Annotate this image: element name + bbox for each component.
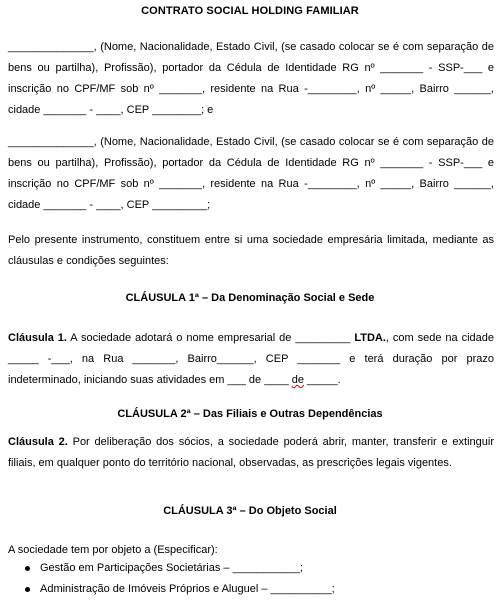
partner-2-paragraph: ______________, (Nome, Nacionalidade, Estado Civil, (se casado colocar se é com separação de bens ou partilha), Profissão), portador da Cédula de Identidade RG nº _______ - SSP-___ e inscrição no CPF/MF sob nº _______, residente na Rua -________, nº _____, Bairro ______, cidade _______ - ____, CEP _________;: [8, 136, 494, 211]
clause-1-label: Cláusula 1.: [8, 332, 67, 344]
clause-1-text-a: A sociedade adotará o nome empresarial de _________: [66, 332, 355, 344]
clause-1-ltda: LTDA.: [354, 332, 386, 344]
clause-2-label: Cláusula 2.: [8, 436, 68, 448]
object-list: [8, 558, 494, 600]
clause-2-heading: CLÁUSULA 2ª – Das Filiais e Outras Dependências: [117, 408, 383, 420]
clause-2-paragraph: [8, 432, 494, 474]
list-item: [8, 558, 494, 579]
clause-2-text: Por deliberação dos sócios, a sociedade poderá abrir, manter, transferir e extinguir filiais, em qualquer ponto do território nacional, observadas, as prescrições legais vigentes.: [8, 436, 494, 469]
list-item-text: Gestão em Participações Societárias – ___________;: [40, 562, 303, 574]
clause-3-heading: CLÁUSULA 3ª – Do Objeto Social: [163, 505, 337, 517]
object-intro: A sociedade tem por objeto a (Especificar):: [8, 544, 218, 556]
clause-1-text-c: _____.: [304, 374, 341, 386]
clause-1-paragraph: [8, 328, 494, 391]
document-title: CONTRATO SOCIAL HOLDING FAMILIAR: [141, 5, 359, 17]
bullet-icon: [25, 566, 30, 571]
clause-1-heading: CLÁUSULA 1ª – Da Denominação Social e Sede: [125, 292, 375, 304]
clause-1-text-b: , com sede na cidade _____ -___, na Rua _______, Bairro______, CEP _______ e terá duração por prazo indeterminado, iniciando suas atividades em ___ de ____: [8, 332, 494, 386]
list-item: [8, 579, 494, 600]
list-item-text: Administração de Imóveis Próprios e Aluguel – __________;: [40, 583, 335, 595]
intro-paragraph: Pelo presente instrumento, constituem entre si uma sociedade empresária limitada, mediante as cláusulas e condições seguintes:: [8, 234, 494, 267]
clause-1-spellcheck-word: de: [291, 374, 304, 386]
bullet-icon: [25, 587, 30, 592]
partner-1-paragraph: ______________, (Nome, Nacionalidade, Estado Civil, (se casado colocar se é com separação de bens ou partilha), Profissão), portador da Cédula de Identidade RG nº _______ - SSP-___ e inscrição no CPF/MF sob nº _______, residente na Rua -________, nº _____, Bairro ______, cidade _______ - ____, CEP ________; e: [8, 41, 494, 116]
